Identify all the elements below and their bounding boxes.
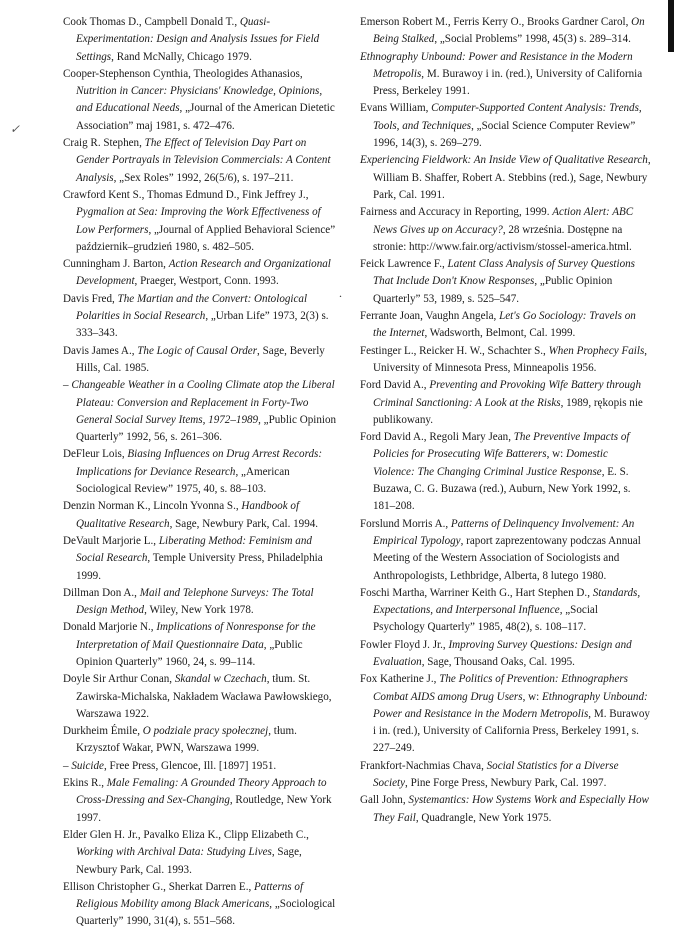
entry-text: , w: [522, 690, 542, 703]
bibliography-entry [63, 585, 339, 620]
entry-title: On Being Stalked [373, 16, 645, 46]
entry-text: Ford David A., [360, 379, 430, 392]
page-edge-bar [668, 0, 674, 52]
bibliography-left-column [63, 14, 339, 931]
entry-title: Action Alert: ABC News Gives up on Accuracy? [373, 206, 634, 236]
bibliography-entry [360, 516, 652, 585]
bibliography-entry [360, 758, 652, 793]
entry-title: Patterns of Religious Mobility among Black Americans [76, 880, 304, 911]
entry-text: Cook Thomas D., Campbell Donald T., [63, 16, 240, 28]
entry-title: Improving Survey Questions: Design and Evaluation [373, 638, 632, 668]
entry-title: When Prophecy Fails [548, 344, 645, 357]
entry-text: Ellison Christopher G., Sherkat Darren E., [63, 880, 255, 893]
entry-text: , w: [546, 448, 566, 461]
bibliography-entry [360, 49, 652, 101]
bibliography-entry [360, 204, 652, 256]
entry-title: O podziale pracy społecznej [142, 725, 269, 738]
entry-text: , Sage, Newbury Park, Cal. 1993. [76, 846, 302, 876]
bibliography-entry [63, 446, 339, 498]
entry-text: Foschi Martha, Warriner Keith G., Hart Stephen D., [360, 586, 593, 599]
bibliography-entry [360, 152, 652, 204]
entry-title: Biasing Influences on Drug Arrest Records: Implications for Deviance Research [76, 448, 323, 478]
bibliography-entry [360, 100, 652, 152]
entry-title: Changeable Weather in a Cooling Climate atop the Liberal Plateau: Conversion and Replacement in Forty-Two General Social Survey Items, 1972–1989 [71, 379, 335, 426]
entry-text: Craig R. Stephen, [63, 137, 145, 150]
entry-text: , „American Sociological Review” 1975, 40, s. 88–103. [76, 465, 290, 496]
entry-text: , Temple University Press, Philadelphia 1999. [76, 552, 323, 582]
entry-text: Donald Marjorie N., [63, 621, 157, 634]
entry-text: Festinger L., Reicker H. W., Schachter S., [360, 344, 549, 357]
entry-text: Denzin Norman K., Lincoln Yvonna S., [63, 500, 242, 513]
entry-text: – [63, 379, 72, 392]
bibliography-entry [360, 343, 652, 378]
entry-text: Durkheim Émile, [63, 725, 143, 738]
entry-title: Quasi-Experimentation: Design and Analysis Issues for Field Settings [76, 16, 320, 63]
entry-text: , University of Minnesota Press, Minneapolis 1956. [373, 344, 648, 374]
entry-title: Working with Archival Data: Studying Lives [76, 846, 272, 859]
entry-title: The Effect of Television Day Part on Gender Portrayals in Television Commercials: A Content Analysis [76, 137, 331, 184]
stray-dot-mark: . [339, 286, 342, 300]
entry-title: Ethnography Unbound: Power and Resistance in the Modern Metropolis [373, 690, 648, 720]
entry-text: , Free Press, Glencoe, Ill. [1897] 1951. [103, 759, 277, 772]
entry-text: Cooper-Stephenson Cynthia, Theologides Athanasios, [63, 67, 303, 80]
bibliography-entry [63, 343, 339, 378]
entry-text: – [63, 759, 72, 772]
entry-text: , Sage, Newbury Park, Cal. 1994. [169, 517, 319, 530]
entry-title: The Logic of Causal Order [137, 344, 258, 357]
bibliography-entry [63, 14, 339, 66]
entry-text: , raport zaprezentowany podczas Annual Meeting of the Western Association of Sociologists and Anthropologists, Lethbridge, Alberta, 8 lutego 1980. [373, 534, 641, 582]
entry-text: Ferrante Joan, Vaughn Angela, [360, 310, 500, 323]
entry-text: , tłum. Krzysztof Wakar, PWN, Warszawa 1999. [76, 725, 297, 755]
entry-title: The Preventive Impacts of Policies for Prosecuting Wife Batterers [373, 431, 630, 461]
bibliography-entry [360, 377, 652, 429]
entry-text: Forslund Morris A., [360, 517, 451, 530]
entry-text: , 28 września. Dostępne na stronie: http://www.fair.org/activism/stossel-america.html. [373, 223, 632, 253]
entry-title: The Martian and the Convert: Ontological Polarities in Social Research [76, 292, 308, 323]
entry-title: Pygmalion at Sea: Improving the Work Effectiveness of Low Performers [76, 206, 321, 236]
entry-title: Let's Go Sociology: Travels on the Internet [373, 310, 636, 340]
entry-title: Experiencing Fieldwork: An Inside View of Qualitative Research [360, 154, 648, 167]
entry-text: , E. S. Buzawa, C. G. Buzawa (red.), Auburn, New York 1992, s. 181–208. [373, 465, 631, 513]
entry-text: , „Journal of the American Dietetic Association” maj 1981, s. 472–476. [76, 102, 335, 132]
bibliography-entry [360, 792, 652, 827]
bibliography-entry [63, 671, 339, 723]
entry-title: Systemantics: How Systems Work and Especially How They Fail [373, 794, 649, 824]
entry-title: Ethnography Unbound: Power and Resistance in the Modern Metropolis [360, 50, 633, 80]
entry-text: , „Social Problems” 1998, 45(3) s. 289–314. [434, 33, 631, 46]
entry-text: Feick Lawrence F., [360, 258, 448, 271]
entry-title: Standards, Expectations, and Interpersonal Influence [373, 586, 641, 617]
entry-text: Evans William, [360, 102, 432, 115]
entry-text: Elder Glen H. Jr., Pavalko Eliza K., Clipp Elizabeth C., [63, 828, 309, 841]
entry-text: Ekins R., [63, 777, 107, 790]
bibliography-entry [63, 135, 339, 187]
entry-text: , Routledge, New York 1997. [76, 794, 332, 824]
bibliography-entry [63, 498, 339, 533]
bibliography-entry [63, 66, 339, 135]
entry-title: Nutrition in Cancer: Physicians' Knowledge, Opinions, and Educational Needs [76, 85, 323, 115]
entry-text: Davis James A., [63, 344, 138, 357]
entry-title: The Politics of Prevention: Ethnographers Combat AIDS among Drug Users [373, 673, 628, 703]
entry-title: Latent Class Analysis of Survey Questions That Include Don't Know Responses [373, 258, 635, 288]
bibliography-entry [63, 619, 339, 671]
entry-title: Action Research and Organizational Development [76, 258, 331, 288]
entry-title: Mail and Telephone Surveys: The Total Design Method [76, 586, 314, 617]
entry-text: , 1989, rękopis nie publikowany. [373, 396, 643, 426]
bibliography-entry [63, 256, 339, 291]
bibliography-entry [63, 291, 339, 343]
entry-text: Dillman Don A., [63, 586, 140, 599]
bibliography-right-column [360, 14, 652, 827]
entry-text: DeFleur Lois, [63, 448, 128, 461]
entry-title: Male Femaling: A Grounded Theory Approach to Cross-Dressing and Sex-Changing [76, 777, 327, 807]
entry-text: , Quadrangle, New York 1975. [415, 811, 552, 824]
entry-text: Ford David A., Regoli Mary Jean, [360, 431, 514, 444]
entry-text: , „Public Opinion Quarterly” 1960, 24, s. 99–114. [76, 638, 303, 668]
entry-text: Frankfort-Nachmias Chava, [360, 759, 487, 772]
entry-text: Davis Fred, [63, 292, 118, 305]
bibliography-entry [63, 533, 339, 585]
entry-text: , „Social Psychology Quarterly” 1985, 48(2), s. 108–117. [373, 604, 598, 634]
bibliography-entry [360, 14, 652, 49]
bibliography-entry [360, 671, 652, 757]
entry-text: , „Sex Roles” 1992, 26(5/6), s. 197–211. [113, 171, 294, 184]
entry-text: , Sage, Beverly Hills, Cal. 1985. [76, 344, 325, 374]
entry-title: Suicide [71, 759, 104, 772]
bibliography-entry [360, 308, 652, 343]
entry-title: Skandal w Czechach [174, 673, 267, 686]
entry-text: Gall John, [360, 794, 409, 807]
entry-text: , tłum. St. Zawirska-Michalska, Nakładem Wacława Pawłowskiego, Warszawa 1922. [76, 673, 332, 720]
entry-text: Emerson Robert M., Ferris Kerry O., Brooks Gardner Carol, [360, 16, 632, 28]
bibliography-entry [63, 758, 339, 775]
bibliography-entry [63, 187, 339, 256]
bibliography-entry [63, 827, 339, 879]
bibliography-entry [360, 585, 652, 637]
entry-text: , „Journal of Applied Behavioral Science” październik–grudzień 1980, s. 482–505. [76, 223, 336, 253]
bibliography-entry [360, 637, 652, 672]
bibliography-entry [63, 775, 339, 827]
entry-text: , Praeger, Westport, Conn. 1993. [134, 275, 279, 288]
entry-text: , Rand McNally, Chicago 1979. [111, 50, 252, 63]
entry-title: Handbook of Qualitative Research [76, 500, 300, 530]
entry-title: Preventing and Provoking Wife Battery through Criminal Sanctioning: A Look at the Risks [373, 379, 642, 409]
entry-text: , Wiley, New York 1978. [144, 604, 254, 617]
bibliography-entry [360, 429, 652, 515]
entry-text: DeVault Marjorie L., [63, 534, 159, 547]
bibliography-entry [360, 256, 652, 308]
bibliography-entry [63, 723, 339, 758]
entry-title: Implications of Nonresponse for the Interpretation of Mail Questionnaire Data [76, 621, 316, 651]
entry-text: Doyle Sir Arthur Conan, [63, 673, 175, 686]
entry-title: Domestic Violence: The Changing Criminal Justice Response [373, 448, 608, 478]
entry-title: Social Statistics for a Diverse Society [373, 759, 619, 790]
entry-text: Fairness and Accuracy in Reporting, 1999. [360, 206, 553, 219]
entry-title: Computer-Supported Content Analysis: Trends, Tools, and Techniques [373, 102, 642, 132]
entry-text: , „Urban Life” 1973, 2(3) s. 333–343. [76, 310, 329, 340]
bibliography-entry [63, 377, 339, 446]
entry-text: , „Sociological Quarterly” 1990, 31(4), s. 551–568. [76, 898, 336, 928]
entry-text: , M. Burawoy i in. (red.), University of California Press, Berkeley 1991. [373, 67, 643, 98]
bibliography-entry [63, 879, 339, 931]
entry-text: , Sage, Thousand Oaks, Cal. 1995. [421, 655, 575, 668]
entry-title: Patterns of Delinquency Involvement: An Empirical Typology [373, 517, 635, 547]
entry-text: , „Public Opinion Quarterly” 1992, 56, s. 261–306. [76, 413, 337, 444]
entry-text: Fowler Floyd J. Jr., [360, 638, 449, 651]
entry-text: , M. Burawoy i in. (red.), University of California Press, Berkeley 1991, s. 227–249. [373, 707, 650, 755]
entry-text: , William B. Shaffer, Robert A. Stebbins (red.), Sage, Newbury Park, Cal. 1991. [373, 154, 651, 201]
entry-text: Cunningham J. Barton, [63, 258, 169, 271]
entry-text: Crawford Kent S., Thomas Edmund D., Fink Jeffrey J., [63, 188, 309, 201]
entry-title: Liberating Method: Feminism and Social Research [76, 534, 312, 565]
handwritten-check-mark: ✓ [10, 122, 21, 136]
entry-text: , „Public Opinion Quarterly” 53, 1989, s. 525–547. [373, 275, 613, 305]
entry-text: , Pine Forge Press, Newbury Park, Cal. 1997. [405, 777, 607, 790]
entry-text: , „Social Science Computer Review” 1996, 14(3), s. 269–279. [373, 119, 636, 150]
entry-text: Fox Katherine J., [360, 673, 440, 686]
entry-text: , Wadsworth, Belmont, Cal. 1999. [424, 327, 576, 340]
